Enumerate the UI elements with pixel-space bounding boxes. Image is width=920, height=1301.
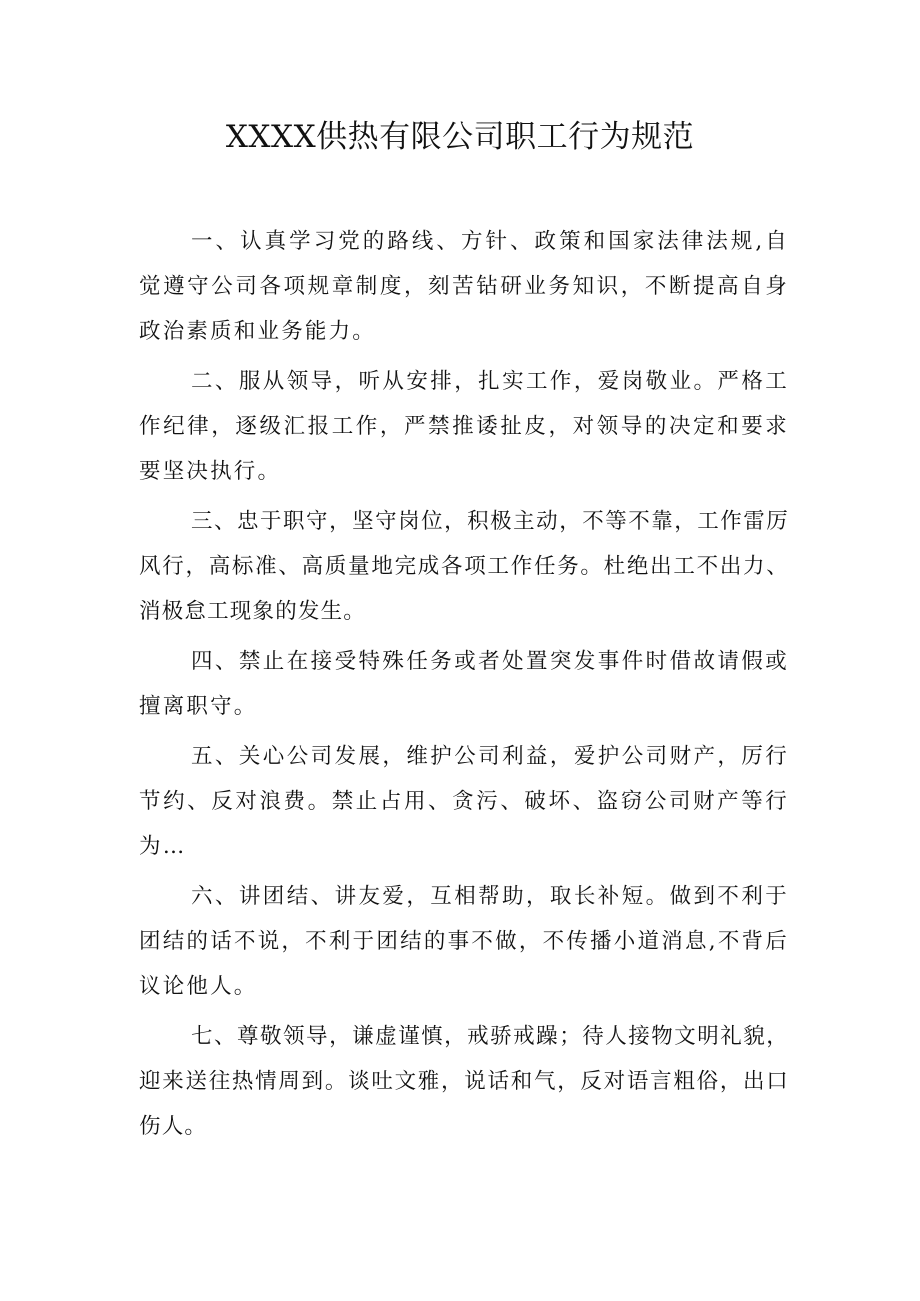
rule-paragraph-7: 七、尊敬领导，谦虚谨慎，戒骄戒躁；待人接物文明礼貌，迎来送往热情周到。谈吐文雅，说话和气，反对语言粗俗，出口伤人。 bbox=[139, 1024, 789, 1139]
rule-paragraph-3: 三、忠于职守，坚守岗位，积极主动，不等不靠，工作雷厉风行，高标准、高质量地完成各项工作任务。杜绝出工不出力、消极怠工现象的发生。 bbox=[139, 509, 789, 624]
rule-paragraph-4: 四、禁止在接受特殊任务或者处置突发事件时借故请假或擅离职守。 bbox=[139, 649, 789, 719]
document-body bbox=[139, 219, 789, 1154]
rule-paragraph-2: 二、服从领导，听从安排，扎实工作，爱岗敬业。严格工作纪律，逐级汇报工作，严禁推诿扯皮，对领导的决定和要求要坚决执行。 bbox=[139, 369, 789, 484]
document-title: XXXX供热有限公司职工行为规范 bbox=[225, 119, 695, 155]
rule-paragraph-6: 六、讲团结、讲友爱，互相帮助，取长补短。做到不利于团结的话不说，不利于团结的事不做，不传播小道消息,不背后议论他人。 bbox=[139, 884, 789, 999]
rule-paragraph-1: 一、认真学习党的路线、方针、政策和国家法律法规,自觉遵守公司各项规章制度，刻苦钻研业务知识，不断提高自身政治素质和业务能力。 bbox=[139, 229, 789, 344]
rule-paragraph-5: 五、关心公司发展，维护公司利益，爱护公司财产，厉行节约、反对浪费。禁止占用、贪污、破坏、盗窃公司财产等行为… bbox=[139, 744, 789, 859]
